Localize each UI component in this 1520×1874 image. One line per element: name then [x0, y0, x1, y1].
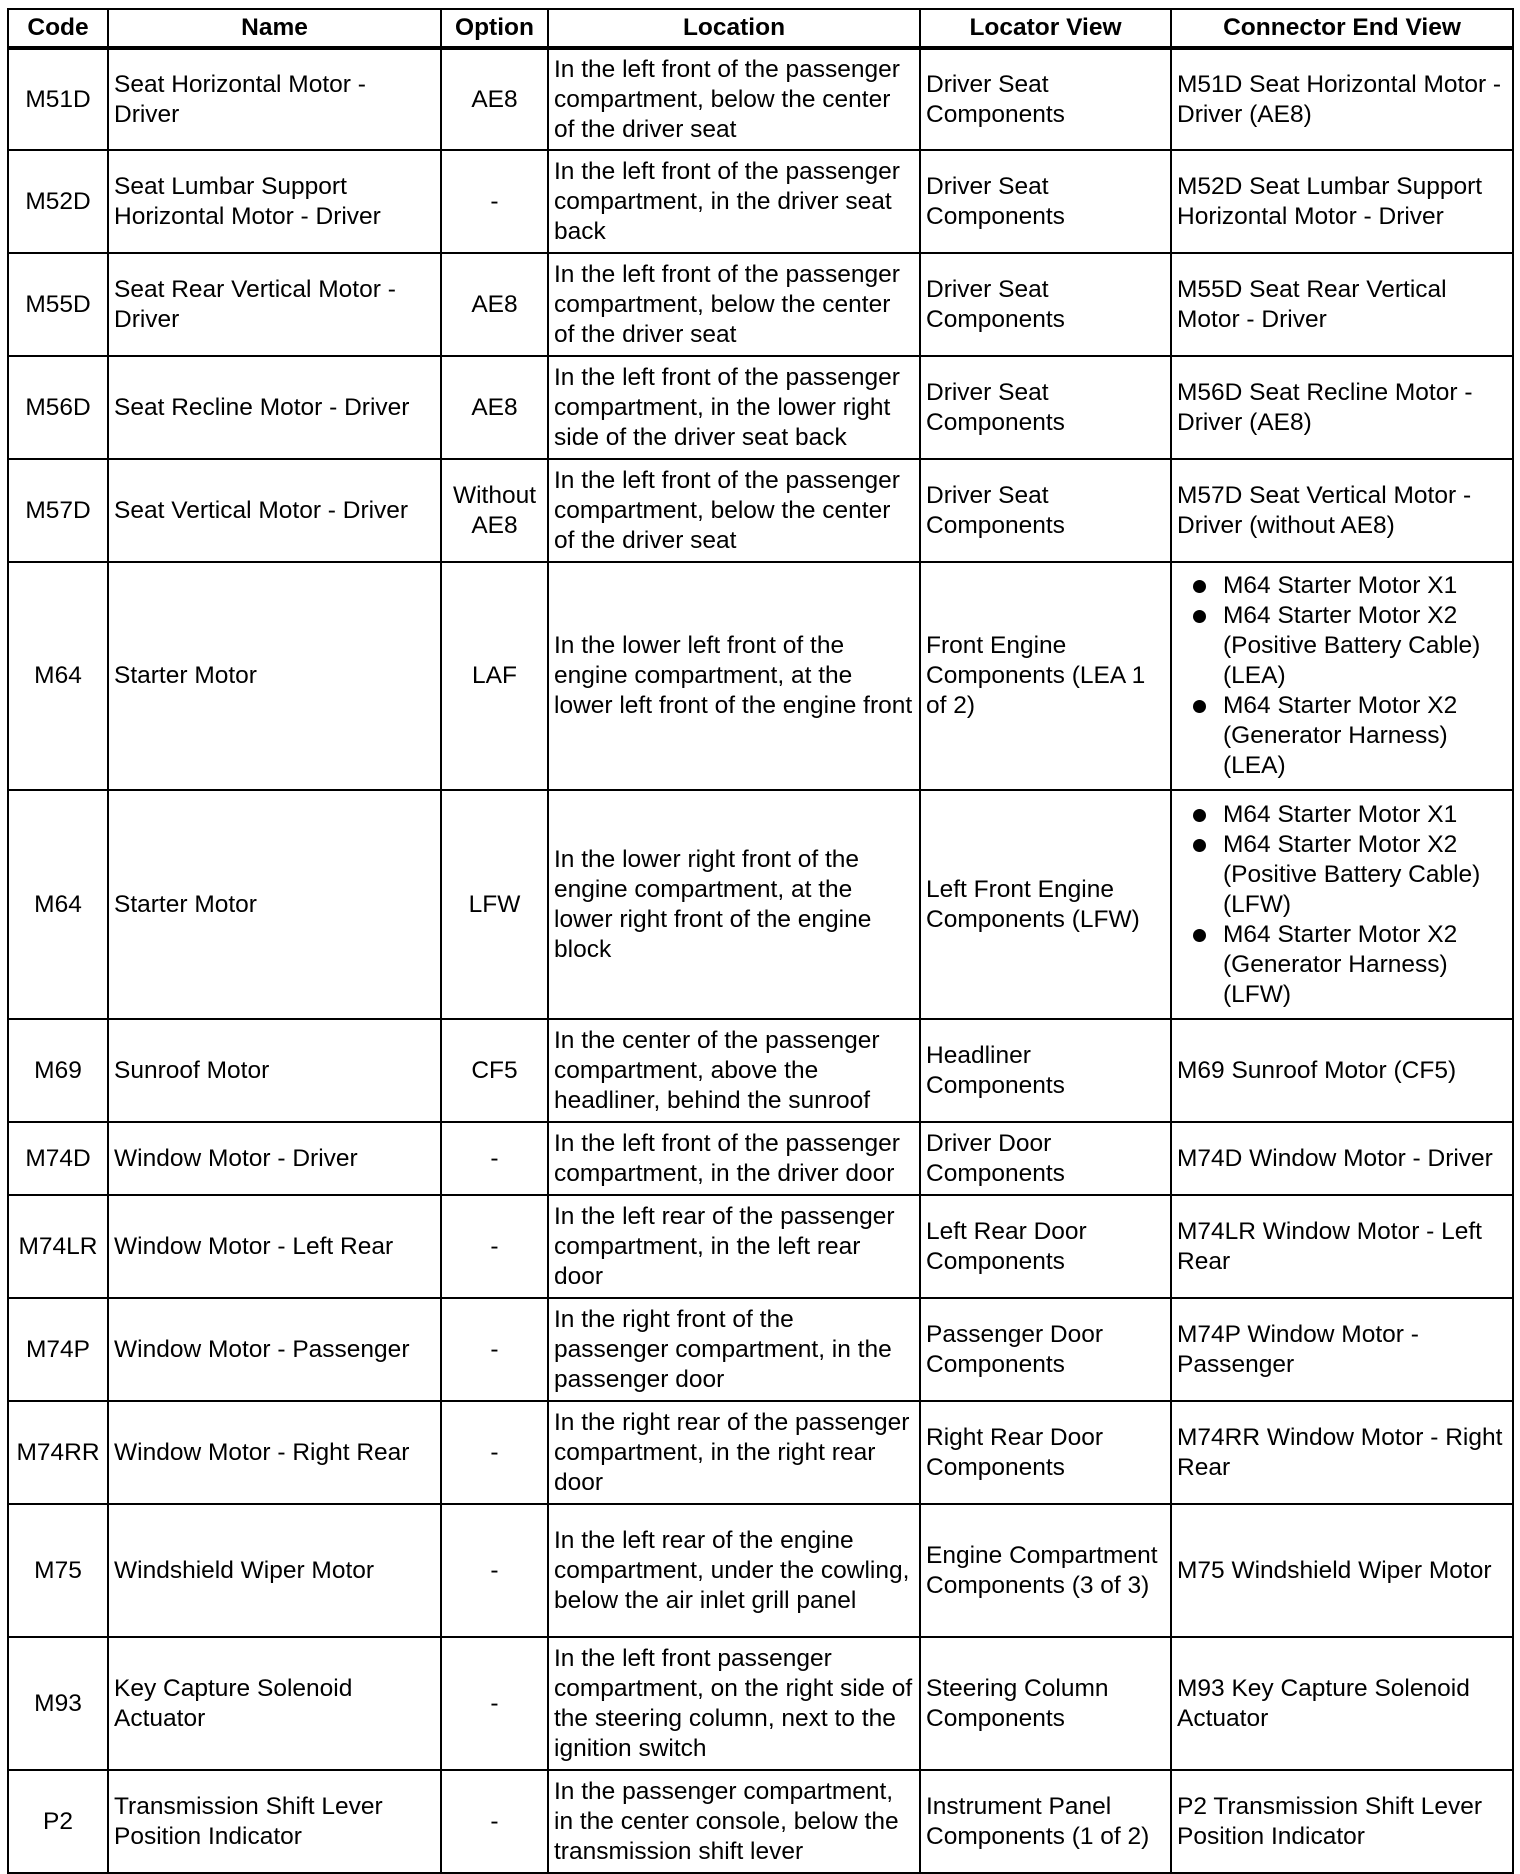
locator-view-cell: Steering Column Components: [920, 1637, 1171, 1770]
locator-view-cell: Left Front Engine Components (LFW): [920, 790, 1171, 1019]
option-cell: AE8: [441, 253, 548, 356]
table-row: [8, 253, 1513, 356]
table-row: [8, 1637, 1513, 1770]
connector-list: [1177, 571, 1507, 781]
code-cell: M51D: [8, 48, 108, 150]
location-cell: In the lower right front of the engine compartment, at the lower right front of the engine block: [548, 790, 920, 1019]
connector-list-item: M64 Starter Motor X2 (Generator Harness) (LEA): [1177, 691, 1507, 781]
code-cell: M52D: [8, 150, 108, 253]
connector-list: [1177, 800, 1507, 1010]
header-connector-end-view: Connector End View: [1171, 9, 1513, 48]
location-cell: In the passenger compartment, in the center console, below the transmission shift lever: [548, 1770, 920, 1873]
connector-end-view-cell: M74LR Window Motor - Left Rear: [1171, 1195, 1513, 1298]
name-cell: Seat Vertical Motor - Driver: [108, 459, 441, 562]
option-cell: -: [441, 150, 548, 253]
option-cell: -: [441, 1298, 548, 1401]
table-row: [8, 459, 1513, 562]
locator-view-cell: Headliner Components: [920, 1019, 1171, 1122]
connector-end-view-cell: M93 Key Capture Solenoid Actuator: [1171, 1637, 1513, 1770]
option-cell: LAF: [441, 562, 548, 790]
locator-view-cell: Instrument Panel Components (1 of 2): [920, 1770, 1171, 1873]
code-cell: M74RR: [8, 1401, 108, 1504]
name-cell: Seat Horizontal Motor - Driver: [108, 48, 441, 150]
code-cell: M74P: [8, 1298, 108, 1401]
connector-end-view-cell: P2 Transmission Shift Lever Position Indicator: [1171, 1770, 1513, 1873]
connector-list-item: M64 Starter Motor X2 (Positive Battery Cable) (LFW): [1177, 830, 1507, 920]
table-row: [8, 150, 1513, 253]
code-cell: M57D: [8, 459, 108, 562]
option-cell: -: [441, 1770, 548, 1873]
name-cell: Sunroof Motor: [108, 1019, 441, 1122]
location-cell: In the left front of the passenger compartment, below the center of the driver seat: [548, 459, 920, 562]
connector-end-view-cell: M74RR Window Motor - Right Rear: [1171, 1401, 1513, 1504]
connector-end-view-cell: M51D Seat Horizontal Motor - Driver (AE8): [1171, 48, 1513, 150]
table-row: [8, 790, 1513, 1019]
location-cell: In the left front passenger compartment, on the right side of the steering column, next to the ignition switch: [548, 1637, 920, 1770]
option-cell: LFW: [441, 790, 548, 1019]
table-row: [8, 1122, 1513, 1195]
header-location: Location: [548, 9, 920, 48]
location-cell: In the left rear of the engine compartment, under the cowling, below the air inlet grill panel: [548, 1504, 920, 1637]
option-cell: AE8: [441, 356, 548, 459]
locator-view-cell: Engine Compartment Components (3 of 3): [920, 1504, 1171, 1637]
code-cell: M69: [8, 1019, 108, 1122]
table-row: [8, 1401, 1513, 1504]
name-cell: Transmission Shift Lever Position Indicator: [108, 1770, 441, 1873]
connector-list-item: M64 Starter Motor X1: [1177, 571, 1507, 601]
location-cell: In the lower left front of the engine compartment, at the lower left front of the engine front: [548, 562, 920, 790]
table-row: [8, 1195, 1513, 1298]
name-cell: Starter Motor: [108, 562, 441, 790]
connector-end-view-cell: M75 Windshield Wiper Motor: [1171, 1504, 1513, 1637]
table-row: [8, 1298, 1513, 1401]
name-cell: Seat Rear Vertical Motor - Driver: [108, 253, 441, 356]
code-cell: M74D: [8, 1122, 108, 1195]
locator-view-cell: Passenger Door Components: [920, 1298, 1171, 1401]
option-cell: -: [441, 1637, 548, 1770]
option-cell: -: [441, 1122, 548, 1195]
locator-view-cell: Driver Seat Components: [920, 356, 1171, 459]
table-row: [8, 1019, 1513, 1122]
name-cell: Window Motor - Left Rear: [108, 1195, 441, 1298]
connector-end-view-cell: M56D Seat Recline Motor - Driver (AE8): [1171, 356, 1513, 459]
locator-view-cell: Driver Seat Components: [920, 459, 1171, 562]
name-cell: Seat Recline Motor - Driver: [108, 356, 441, 459]
code-cell: M55D: [8, 253, 108, 356]
location-cell: In the left front of the passenger compartment, below the center of the driver seat: [548, 48, 920, 150]
locator-view-cell: Left Rear Door Components: [920, 1195, 1171, 1298]
code-cell: M56D: [8, 356, 108, 459]
connector-list-item: M64 Starter Motor X2 (Positive Battery Cable) (LEA): [1177, 601, 1507, 691]
option-cell: AE8: [441, 48, 548, 150]
name-cell: Window Motor - Right Rear: [108, 1401, 441, 1504]
name-cell: Seat Lumbar Support Horizontal Motor - Driver: [108, 150, 441, 253]
header-name: Name: [108, 9, 441, 48]
table-row: [8, 1504, 1513, 1637]
locator-view-cell: Driver Seat Components: [920, 48, 1171, 150]
location-cell: In the left front of the passenger compartment, in the driver door: [548, 1122, 920, 1195]
code-cell: M64: [8, 562, 108, 790]
connector-end-view-cell: M52D Seat Lumbar Support Horizontal Motor - Driver: [1171, 150, 1513, 253]
name-cell: Key Capture Solenoid Actuator: [108, 1637, 441, 1770]
code-cell: M75: [8, 1504, 108, 1637]
header-code: Code: [8, 9, 108, 48]
code-cell: M74LR: [8, 1195, 108, 1298]
connector-end-view-cell: M57D Seat Vertical Motor - Driver (without AE8): [1171, 459, 1513, 562]
option-cell: Without AE8: [441, 459, 548, 562]
connector-list-item: M64 Starter Motor X2 (Generator Harness) (LFW): [1177, 920, 1507, 1010]
code-cell: M64: [8, 790, 108, 1019]
connector-end-view-cell: M74D Window Motor - Driver: [1171, 1122, 1513, 1195]
table-row: [8, 48, 1513, 150]
code-cell: P2: [8, 1770, 108, 1873]
locator-view-cell: Driver Door Components: [920, 1122, 1171, 1195]
option-cell: CF5: [441, 1019, 548, 1122]
locator-view-cell: Right Rear Door Components: [920, 1401, 1171, 1504]
code-cell: M93: [8, 1637, 108, 1770]
option-cell: -: [441, 1195, 548, 1298]
locator-view-cell: Driver Seat Components: [920, 150, 1171, 253]
location-cell: In the right front of the passenger compartment, in the passenger door: [548, 1298, 920, 1401]
connector-end-view-cell: M74P Window Motor - Passenger: [1171, 1298, 1513, 1401]
location-cell: In the left front of the passenger compartment, in the lower right side of the driver seat back: [548, 356, 920, 459]
header-row: [8, 9, 1513, 48]
connector-end-view-cell: [1171, 790, 1513, 1019]
name-cell: Window Motor - Driver: [108, 1122, 441, 1195]
component-locator-table: [7, 8, 1514, 1874]
option-cell: -: [441, 1504, 548, 1637]
connector-end-view-cell: M55D Seat Rear Vertical Motor - Driver: [1171, 253, 1513, 356]
header-locator-view: Locator View: [920, 9, 1171, 48]
connector-end-view-cell: [1171, 562, 1513, 790]
name-cell: Windshield Wiper Motor: [108, 1504, 441, 1637]
locator-view-cell: Driver Seat Components: [920, 253, 1171, 356]
name-cell: Window Motor - Passenger: [108, 1298, 441, 1401]
table-row: [8, 356, 1513, 459]
location-cell: In the left front of the passenger compartment, below the center of the driver seat: [548, 253, 920, 356]
name-cell: Starter Motor: [108, 790, 441, 1019]
location-cell: In the center of the passenger compartment, above the headliner, behind the sunroof: [548, 1019, 920, 1122]
location-cell: In the left rear of the passenger compartment, in the left rear door: [548, 1195, 920, 1298]
connector-end-view-cell: M69 Sunroof Motor (CF5): [1171, 1019, 1513, 1122]
table-row: [8, 562, 1513, 790]
table-row: [8, 1770, 1513, 1873]
option-cell: -: [441, 1401, 548, 1504]
header-option: Option: [441, 9, 548, 48]
location-cell: In the right rear of the passenger compartment, in the right rear door: [548, 1401, 920, 1504]
locator-view-cell: Front Engine Components (LEA 1 of 2): [920, 562, 1171, 790]
connector-list-item: M64 Starter Motor X1: [1177, 800, 1507, 830]
location-cell: In the left front of the passenger compartment, in the driver seat back: [548, 150, 920, 253]
